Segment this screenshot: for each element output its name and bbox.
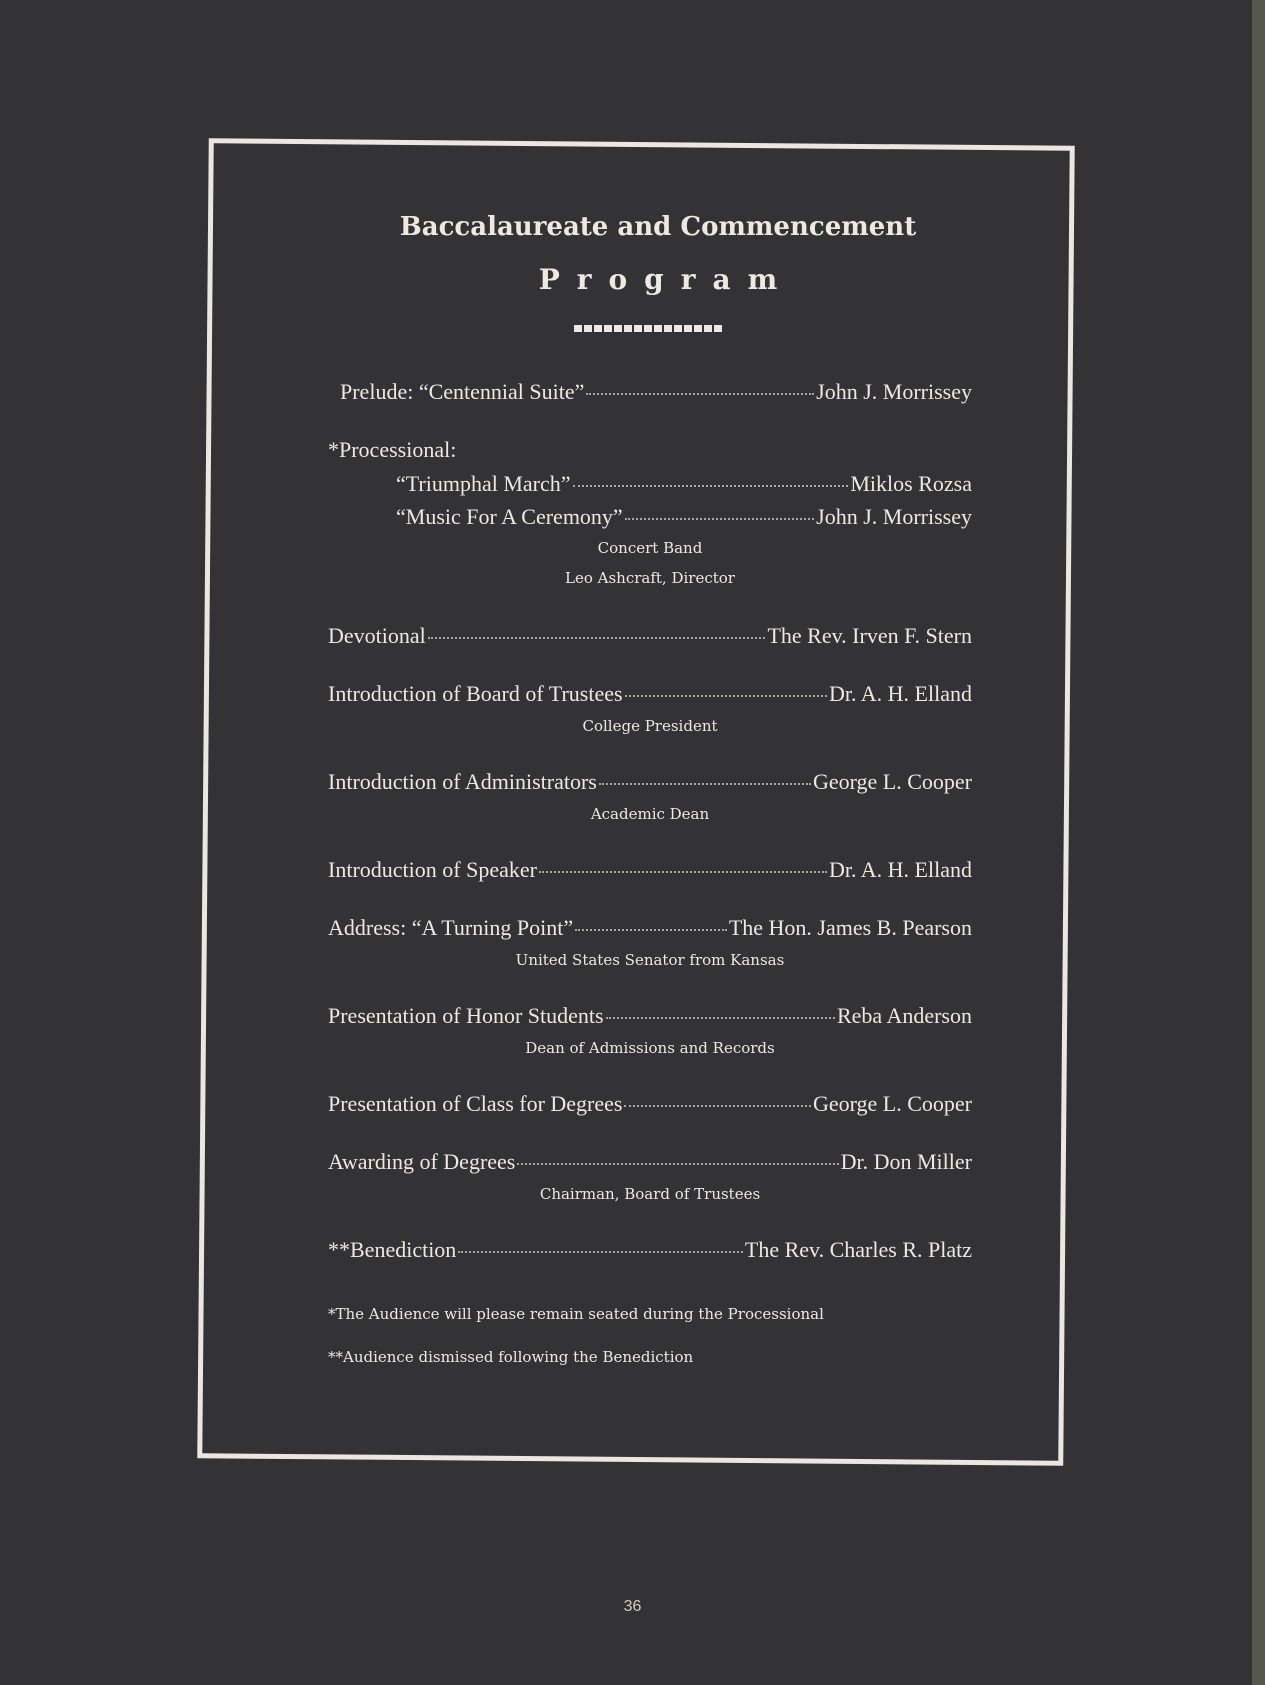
item-label: Presentation of Honor Students (328, 1003, 604, 1028)
prelude-row (340, 379, 972, 407)
item-label: Devotional (328, 623, 426, 648)
leader-dots (573, 485, 849, 487)
decorative-rule (574, 325, 724, 332)
leader-dots (539, 871, 827, 873)
prelude-composer: John J. Morrissey (816, 379, 972, 404)
item-participant: George L. Cooper (812, 1091, 972, 1116)
item-subtitle: College President (582, 717, 718, 735)
item-subtitle: Academic Dean (590, 805, 710, 823)
item-participant: The Rev. Charles R. Platz (744, 1237, 972, 1262)
item-label: Presentation of Class for Degrees (328, 1091, 623, 1116)
program-item (328, 857, 972, 885)
footnote: *The Audience will please remain seated during the Processional (328, 1305, 824, 1323)
leader-dots (624, 1105, 810, 1107)
leader-dots (606, 1017, 835, 1019)
item-participant: George L. Cooper (812, 769, 972, 794)
item-participant: Reba Anderson (836, 1003, 972, 1028)
program-item (328, 1003, 972, 1031)
director-note: Leo Ashcraft, Director (565, 569, 735, 587)
program-item (328, 1091, 972, 1119)
program-subtitle: Program (538, 263, 795, 296)
leader-dots (517, 1163, 838, 1165)
item-label: Introduction of Board of Trustees (328, 681, 623, 706)
item-subtitle: Chairman, Board of Trustees (539, 1185, 761, 1203)
processional-piece (396, 504, 972, 532)
program-item (328, 1149, 972, 1177)
item-subtitle: United States Senator from Kansas (515, 951, 785, 969)
leader-dots (428, 637, 766, 639)
program-border (197, 138, 1074, 1466)
leader-dots (458, 1251, 743, 1253)
item-participant: Dr. Don Miller (840, 1149, 972, 1174)
piece-composer: Miklos Rozsa (850, 471, 972, 496)
item-participant: The Rev. Irven F. Stern (767, 623, 972, 648)
item-label: Awarding of Degrees (328, 1149, 516, 1174)
program-item (328, 623, 972, 651)
item-participant: Dr. A. H. Elland (829, 857, 972, 882)
leader-dots (599, 783, 811, 785)
program-item (328, 915, 972, 943)
item-label: Introduction of Speaker (328, 857, 537, 882)
prelude-label: Prelude: “Centennial Suite” (340, 379, 585, 404)
item-participant: Dr. A. H. Elland (829, 681, 972, 706)
page-edge (1252, 0, 1265, 1685)
footnote: **Audience dismissed following the Benediction (328, 1348, 694, 1366)
piece-title: “Music For A Ceremony” (396, 504, 623, 529)
item-label: Address: “A Turning Point” (328, 915, 574, 940)
program-title: Baccalaureate and Commencement (399, 212, 917, 242)
leader-dots (625, 518, 814, 520)
item-participant: The Hon. James B. Pearson (728, 915, 972, 940)
item-label: Introduction of Administrators (328, 769, 597, 794)
program-item (328, 769, 972, 797)
page-number: 36 (623, 1598, 642, 1615)
leader-dots (586, 393, 814, 395)
processional-piece (396, 471, 972, 499)
piece-title: “Triumphal March” (396, 471, 571, 496)
leader-dots (625, 695, 827, 697)
processional-heading: *Processional: (328, 437, 457, 462)
item-subtitle: Dean of Admissions and Records (525, 1039, 775, 1057)
piece-composer: John J. Morrissey (816, 504, 972, 529)
leader-dots (575, 929, 727, 931)
performer-note: Concert Band (597, 539, 703, 557)
item-label: **Benediction (328, 1237, 457, 1262)
program-item (328, 1237, 972, 1265)
program-item (328, 681, 972, 709)
